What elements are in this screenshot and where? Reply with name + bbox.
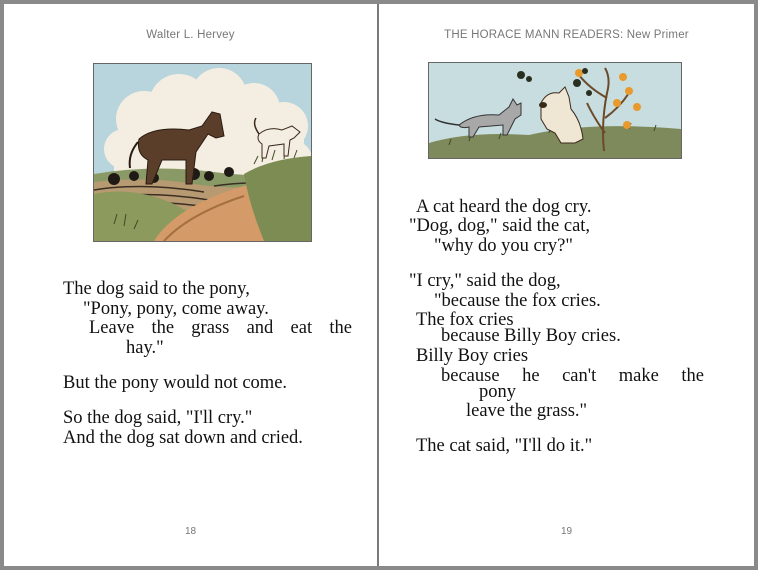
word: the	[329, 318, 352, 338]
right-page	[379, 4, 754, 566]
word: he	[522, 366, 540, 386]
text-line: And the dog sat down and cried.	[63, 428, 303, 448]
text-line: A cat heard the dog cry.	[416, 197, 592, 217]
text-line: hay."	[126, 338, 164, 358]
text-line: "Dog, dog," said the cat,	[409, 216, 591, 236]
text-line: "because the fox cries.	[434, 291, 601, 311]
page-number: 18	[184, 526, 197, 537]
word: and	[246, 318, 274, 338]
word: can't	[562, 366, 597, 386]
text-line: leave the grass."	[466, 401, 588, 421]
word: Leave	[89, 318, 135, 338]
text-line: Billy Boy cries	[416, 346, 529, 366]
text-line: So the dog said, "I'll cry."	[63, 408, 253, 428]
word: because	[441, 366, 500, 386]
word: make	[618, 366, 659, 386]
text-line: pony	[479, 382, 516, 402]
word: grass	[191, 318, 230, 338]
word: eat	[290, 318, 313, 338]
text-line: "why do you cry?"	[434, 236, 573, 256]
text-line: The fox cries	[416, 310, 514, 330]
word: the	[151, 318, 175, 338]
page-number: 19	[560, 526, 573, 537]
text-line: The cat said, "I'll do it."	[416, 436, 593, 456]
text-line: "Pony, pony, come away.	[83, 299, 269, 319]
text-line: because Billy Boy cries.	[441, 326, 621, 346]
word: the	[681, 366, 704, 386]
cat-and-dog-illustration	[428, 62, 682, 159]
text-line-justified	[89, 318, 352, 338]
right-page-header: THE HORACE MANN READERS: New Primer	[444, 29, 689, 41]
left-page-header: Walter L. Hervey	[146, 29, 235, 41]
text-line: The dog said to the pony,	[63, 279, 250, 299]
text-line: But the pony would not come.	[63, 373, 288, 393]
left-page	[4, 4, 377, 566]
text-line: "I cry," said the dog,	[409, 271, 561, 291]
horse-and-dog-illustration	[93, 63, 312, 242]
